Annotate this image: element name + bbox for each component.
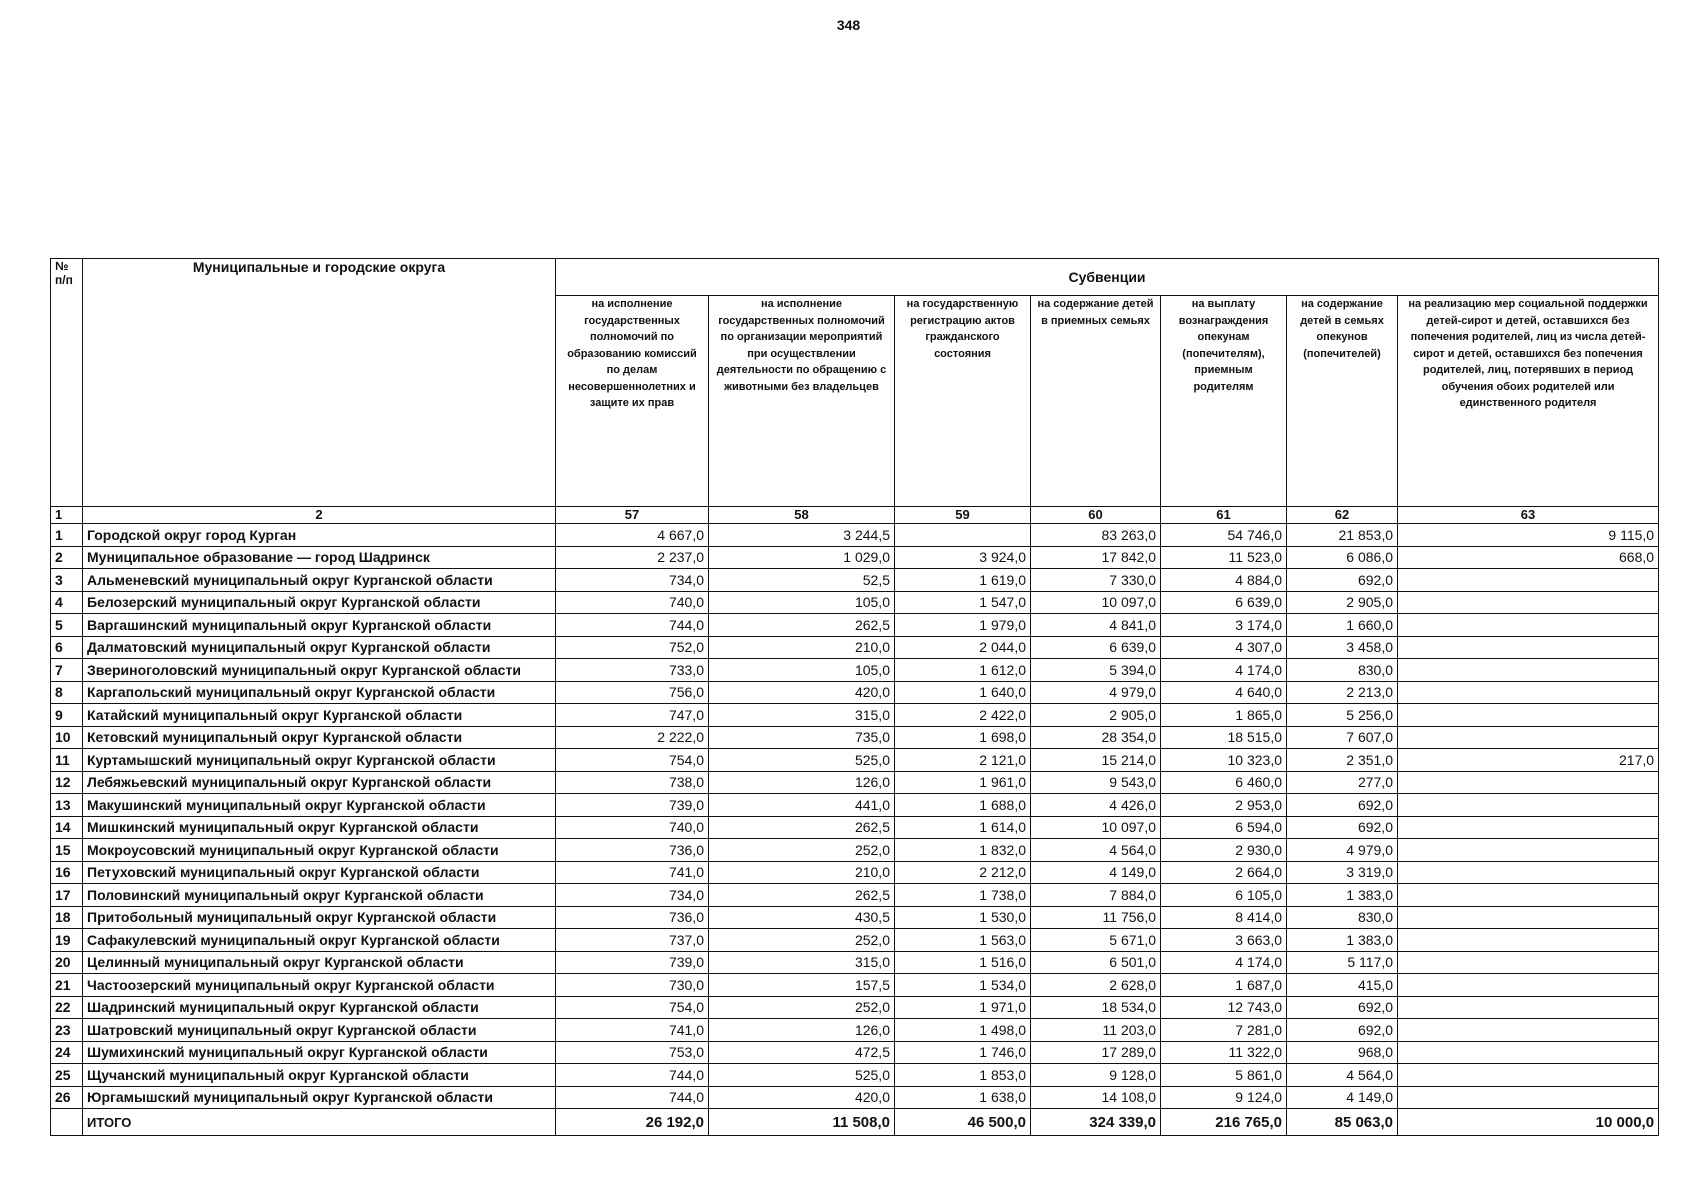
value-cell (1398, 816, 1659, 839)
table-row (51, 816, 1659, 839)
district-name: Кетовский муниципальный округ Курганской области (83, 726, 556, 749)
column-index: 1 (51, 507, 83, 524)
table-row (51, 929, 1659, 952)
value-cell: 9 543,0 (1031, 771, 1161, 794)
value-cell: 7 330,0 (1031, 569, 1161, 592)
value-cell: 4 564,0 (1031, 839, 1161, 862)
value-cell: 3 663,0 (1161, 929, 1287, 952)
total-value: 11 508,0 (709, 1109, 895, 1136)
value-cell: 753,0 (556, 1041, 709, 1064)
value-cell: 525,0 (709, 1064, 895, 1087)
column-index: 58 (709, 507, 895, 524)
value-cell: 5 117,0 (1287, 951, 1398, 974)
value-cell (1398, 1064, 1659, 1087)
subventions-table (50, 258, 1659, 1136)
value-cell: 18 515,0 (1161, 726, 1287, 749)
value-cell (1398, 839, 1659, 862)
value-cell: 252,0 (709, 839, 895, 862)
total-value: 216 765,0 (1161, 1109, 1287, 1136)
value-cell: 6 639,0 (1161, 591, 1287, 614)
value-cell: 4 307,0 (1161, 636, 1287, 659)
value-cell: 1 612,0 (895, 659, 1031, 682)
value-cell: 1 534,0 (895, 974, 1031, 997)
value-cell: 830,0 (1287, 906, 1398, 929)
table-row (51, 614, 1659, 637)
value-cell (1398, 569, 1659, 592)
row-number: 3 (51, 569, 83, 592)
value-cell: 1 832,0 (895, 839, 1031, 862)
value-cell: 105,0 (709, 591, 895, 614)
value-cell: 11 756,0 (1031, 906, 1161, 929)
table-body (51, 524, 1659, 1136)
value-cell: 2 664,0 (1161, 861, 1287, 884)
value-cell: 740,0 (556, 591, 709, 614)
header-col-57: на исполнение государственных полномочий по образованию комиссий по делам несовершеннолетних и защите их прав (556, 296, 709, 507)
district-name: Городской округ город Курган (83, 524, 556, 547)
value-cell: 3 458,0 (1287, 636, 1398, 659)
value-cell (1398, 906, 1659, 929)
value-cell: 472,5 (709, 1041, 895, 1064)
value-cell (1398, 1041, 1659, 1064)
value-cell (1398, 704, 1659, 727)
row-number: 5 (51, 614, 83, 637)
row-number: 22 (51, 996, 83, 1019)
value-cell (1398, 771, 1659, 794)
district-name: Мишкинский муниципальный округ Курганской области (83, 816, 556, 839)
value-cell: 15 214,0 (1031, 749, 1161, 772)
header-col-59: на государственную регистрацию актов гражданского состояния (895, 296, 1031, 507)
value-cell: 262,5 (709, 816, 895, 839)
value-cell: 4 979,0 (1287, 839, 1398, 862)
value-cell: 1 687,0 (1161, 974, 1287, 997)
table-row (51, 771, 1659, 794)
value-cell: 6 501,0 (1031, 951, 1161, 974)
value-cell: 420,0 (709, 681, 895, 704)
table-row (51, 951, 1659, 974)
row-number: 19 (51, 929, 83, 952)
table-row (51, 569, 1659, 592)
district-name: Щучанский муниципальный округ Курганской области (83, 1064, 556, 1087)
value-cell: 11 523,0 (1161, 546, 1287, 569)
value-cell: 315,0 (709, 951, 895, 974)
column-index: 2 (83, 507, 556, 524)
value-cell: 6 639,0 (1031, 636, 1161, 659)
value-cell: 1 865,0 (1161, 704, 1287, 727)
value-cell: 2 044,0 (895, 636, 1031, 659)
value-cell (1398, 794, 1659, 817)
value-cell: 740,0 (556, 816, 709, 839)
value-cell: 1 853,0 (895, 1064, 1031, 1087)
value-cell: 744,0 (556, 614, 709, 637)
header-col-58: на исполнение государственных полномочий по организации мероприятий при осуществлении деятельности по обращению с животными без владельцев (709, 296, 895, 507)
value-cell (1398, 614, 1659, 637)
value-cell: 1 383,0 (1287, 929, 1398, 952)
column-index: 62 (1287, 507, 1398, 524)
value-cell (1398, 659, 1659, 682)
row-number: 14 (51, 816, 83, 839)
value-cell: 692,0 (1287, 996, 1398, 1019)
value-cell: 11 203,0 (1031, 1019, 1161, 1042)
value-cell: 2 212,0 (895, 861, 1031, 884)
value-cell: 126,0 (709, 1019, 895, 1042)
column-index-row (51, 507, 1659, 524)
value-cell: 210,0 (709, 636, 895, 659)
total-value: 46 500,0 (895, 1109, 1031, 1136)
value-cell: 756,0 (556, 681, 709, 704)
row-number: 24 (51, 1041, 83, 1064)
value-cell: 11 322,0 (1161, 1041, 1287, 1064)
value-cell: 1 738,0 (895, 884, 1031, 907)
value-cell: 734,0 (556, 569, 709, 592)
total-value: 85 063,0 (1287, 1109, 1398, 1136)
value-cell: 17 289,0 (1031, 1041, 1161, 1064)
table-row (51, 884, 1659, 907)
value-cell: 737,0 (556, 929, 709, 952)
value-cell: 10 097,0 (1031, 591, 1161, 614)
row-number: 1 (51, 524, 83, 547)
value-cell: 52,5 (709, 569, 895, 592)
row-number: 26 (51, 1086, 83, 1109)
value-cell: 668,0 (1398, 546, 1659, 569)
row-number: 8 (51, 681, 83, 704)
value-cell: 315,0 (709, 704, 895, 727)
header-col-61: на выплату вознаграждения опекунам (попечителям), приемным родителям (1161, 296, 1287, 507)
value-cell: 1 640,0 (895, 681, 1031, 704)
district-name: Лебяжьевский муниципальный округ Курганской области (83, 771, 556, 794)
column-index: 63 (1398, 507, 1659, 524)
value-cell: 744,0 (556, 1064, 709, 1087)
value-cell (1398, 974, 1659, 997)
district-name: Далматовский муниципальный округ Курганской области (83, 636, 556, 659)
value-cell: 2 930,0 (1161, 839, 1287, 862)
value-cell: 741,0 (556, 1019, 709, 1042)
value-cell: 6 594,0 (1161, 816, 1287, 839)
value-cell: 7 884,0 (1031, 884, 1161, 907)
value-cell: 2 905,0 (1031, 704, 1161, 727)
district-name: Шумихинский муниципальный округ Курганской области (83, 1041, 556, 1064)
value-cell: 3 244,5 (709, 524, 895, 547)
value-cell: 17 842,0 (1031, 546, 1161, 569)
value-cell: 5 256,0 (1287, 704, 1398, 727)
value-cell: 126,0 (709, 771, 895, 794)
value-cell: 747,0 (556, 704, 709, 727)
value-cell: 252,0 (709, 929, 895, 952)
table-row (51, 996, 1659, 1019)
value-cell: 692,0 (1287, 1019, 1398, 1042)
value-cell: 420,0 (709, 1086, 895, 1109)
value-cell: 1 698,0 (895, 726, 1031, 749)
value-cell: 9 124,0 (1161, 1086, 1287, 1109)
value-cell: 14 108,0 (1031, 1086, 1161, 1109)
total-value: 26 192,0 (556, 1109, 709, 1136)
table-row (51, 974, 1659, 997)
value-cell: 968,0 (1287, 1041, 1398, 1064)
value-cell: 262,5 (709, 614, 895, 637)
value-cell: 4 841,0 (1031, 614, 1161, 637)
row-number: 23 (51, 1019, 83, 1042)
value-cell: 692,0 (1287, 794, 1398, 817)
row-number: 25 (51, 1064, 83, 1087)
value-cell: 525,0 (709, 749, 895, 772)
value-cell: 1 971,0 (895, 996, 1031, 1019)
district-name: Частоозерский муниципальный округ Курганской области (83, 974, 556, 997)
value-cell (1398, 636, 1659, 659)
value-cell: 1 498,0 (895, 1019, 1031, 1042)
value-cell: 754,0 (556, 749, 709, 772)
row-number: 11 (51, 749, 83, 772)
district-name: Шадринский муниципальный округ Курганской области (83, 996, 556, 1019)
value-cell: 734,0 (556, 884, 709, 907)
value-cell: 54 746,0 (1161, 524, 1287, 547)
value-cell: 1 619,0 (895, 569, 1031, 592)
table-row (51, 704, 1659, 727)
header-num: № п/п (51, 259, 83, 507)
value-cell: 4 640,0 (1161, 681, 1287, 704)
column-index: 59 (895, 507, 1031, 524)
row-number: 6 (51, 636, 83, 659)
value-cell: 2 213,0 (1287, 681, 1398, 704)
row-number: 15 (51, 839, 83, 862)
total-num-cell (51, 1109, 83, 1136)
district-name: Катайский муниципальный округ Курганской области (83, 704, 556, 727)
column-index: 57 (556, 507, 709, 524)
value-cell: 3 319,0 (1287, 861, 1398, 884)
table-row (51, 591, 1659, 614)
district-name: Муниципальное образование — город Шадринск (83, 546, 556, 569)
district-name: Целинный муниципальный округ Курганской области (83, 951, 556, 974)
value-cell: 1 746,0 (895, 1041, 1031, 1064)
value-cell: 7 607,0 (1287, 726, 1398, 749)
value-cell: 4 884,0 (1161, 569, 1287, 592)
value-cell: 9 128,0 (1031, 1064, 1161, 1087)
district-name: Половинский муниципальный округ Курганской области (83, 884, 556, 907)
table-row (51, 636, 1659, 659)
value-cell: 1 961,0 (895, 771, 1031, 794)
value-cell: 735,0 (709, 726, 895, 749)
value-cell: 3 174,0 (1161, 614, 1287, 637)
header-col-60: на содержание детей в приемных семьях (1031, 296, 1161, 507)
row-number: 4 (51, 591, 83, 614)
value-cell: 1 614,0 (895, 816, 1031, 839)
value-cell (1398, 996, 1659, 1019)
value-cell (1398, 951, 1659, 974)
value-cell (1398, 1019, 1659, 1042)
value-cell: 736,0 (556, 839, 709, 862)
value-cell: 2 351,0 (1287, 749, 1398, 772)
table-row (51, 861, 1659, 884)
value-cell: 738,0 (556, 771, 709, 794)
district-name: Варгашинский муниципальный округ Курганской области (83, 614, 556, 637)
value-cell (1398, 861, 1659, 884)
table-row (51, 906, 1659, 929)
value-cell: 5 861,0 (1161, 1064, 1287, 1087)
district-name: Юргамышский муниципальный округ Курганской области (83, 1086, 556, 1109)
value-cell: 2 953,0 (1161, 794, 1287, 817)
row-number: 10 (51, 726, 83, 749)
row-number: 12 (51, 771, 83, 794)
value-cell: 252,0 (709, 996, 895, 1019)
value-cell (1398, 681, 1659, 704)
value-cell: 5 671,0 (1031, 929, 1161, 952)
table-row (51, 1064, 1659, 1087)
value-cell: 4 979,0 (1031, 681, 1161, 704)
value-cell: 441,0 (709, 794, 895, 817)
value-cell: 18 534,0 (1031, 996, 1161, 1019)
value-cell: 1 530,0 (895, 906, 1031, 929)
page-number: 348 (836, 17, 861, 33)
value-cell: 9 115,0 (1398, 524, 1659, 547)
value-cell: 2 628,0 (1031, 974, 1161, 997)
value-cell: 262,5 (709, 884, 895, 907)
table-row (51, 839, 1659, 862)
column-index: 61 (1161, 507, 1287, 524)
row-number: 16 (51, 861, 83, 884)
value-cell: 277,0 (1287, 771, 1398, 794)
value-cell: 736,0 (556, 906, 709, 929)
value-cell: 210,0 (709, 861, 895, 884)
value-cell: 12 743,0 (1161, 996, 1287, 1019)
header-group: Субвенции (556, 259, 1659, 296)
total-value: 10 000,0 (1398, 1109, 1659, 1136)
table-row (51, 546, 1659, 569)
value-cell: 1 547,0 (895, 591, 1031, 614)
value-cell: 1 029,0 (709, 546, 895, 569)
district-name: Куртамышский муниципальный округ Курганской области (83, 749, 556, 772)
value-cell: 1 979,0 (895, 614, 1031, 637)
district-name: Звериноголовский муниципальный округ Курганской области (83, 659, 556, 682)
value-cell: 739,0 (556, 951, 709, 974)
value-cell: 6 086,0 (1287, 546, 1398, 569)
table-row (51, 681, 1659, 704)
district-name: Макушинский муниципальный округ Курганской области (83, 794, 556, 817)
value-cell: 8 414,0 (1161, 906, 1287, 929)
value-cell: 1 516,0 (895, 951, 1031, 974)
value-cell (895, 524, 1031, 547)
table-row (51, 794, 1659, 817)
header-col-63: на реализацию мер социальной поддержки детей-сирот и детей, оставшихся без попечения родителей, лиц из числа детей-сирот и детей, оставшихся без попечения родителей, лиц, потерявших в период обучения обоих родителей или единственного родителя (1398, 296, 1659, 507)
value-cell: 5 394,0 (1031, 659, 1161, 682)
value-cell: 2 237,0 (556, 546, 709, 569)
row-number: 21 (51, 974, 83, 997)
row-number: 17 (51, 884, 83, 907)
table-row (51, 749, 1659, 772)
value-cell: 830,0 (1287, 659, 1398, 682)
value-cell: 6 105,0 (1161, 884, 1287, 907)
value-cell: 739,0 (556, 794, 709, 817)
value-cell: 4 149,0 (1287, 1086, 1398, 1109)
value-cell: 2 905,0 (1287, 591, 1398, 614)
header-name: Муниципальные и городские округа (83, 259, 556, 507)
value-cell (1398, 884, 1659, 907)
row-number: 9 (51, 704, 83, 727)
value-cell: 1 688,0 (895, 794, 1031, 817)
value-cell: 105,0 (709, 659, 895, 682)
value-cell: 10 323,0 (1161, 749, 1287, 772)
value-cell: 754,0 (556, 996, 709, 1019)
value-cell: 6 460,0 (1161, 771, 1287, 794)
row-number: 2 (51, 546, 83, 569)
value-cell: 4 149,0 (1031, 861, 1161, 884)
value-cell: 752,0 (556, 636, 709, 659)
value-cell: 2 121,0 (895, 749, 1031, 772)
value-cell: 21 853,0 (1287, 524, 1398, 547)
value-cell: 430,5 (709, 906, 895, 929)
row-number: 13 (51, 794, 83, 817)
value-cell: 83 263,0 (1031, 524, 1161, 547)
value-cell (1398, 1086, 1659, 1109)
value-cell: 2 422,0 (895, 704, 1031, 727)
table-row (51, 1041, 1659, 1064)
table-row (51, 1086, 1659, 1109)
table-row (51, 524, 1659, 547)
value-cell: 217,0 (1398, 749, 1659, 772)
table-row (51, 1019, 1659, 1042)
district-name: Петуховский муниципальный округ Курганской области (83, 861, 556, 884)
value-cell: 733,0 (556, 659, 709, 682)
value-cell: 1 383,0 (1287, 884, 1398, 907)
row-number: 20 (51, 951, 83, 974)
value-cell: 730,0 (556, 974, 709, 997)
value-cell: 7 281,0 (1161, 1019, 1287, 1042)
total-value: 324 339,0 (1031, 1109, 1161, 1136)
district-name: Сафакулевский муниципальный округ Курганской области (83, 929, 556, 952)
row-number: 18 (51, 906, 83, 929)
header-col-62: на содержание детей в семьях опекунов (попечителей) (1287, 296, 1398, 507)
value-cell: 4 564,0 (1287, 1064, 1398, 1087)
table-row (51, 659, 1659, 682)
value-cell: 2 222,0 (556, 726, 709, 749)
district-name: Каргапольский муниципальный округ Курганской области (83, 681, 556, 704)
value-cell (1398, 929, 1659, 952)
total-label: ИТОГО (83, 1109, 556, 1136)
column-index: 60 (1031, 507, 1161, 524)
table-row (51, 726, 1659, 749)
value-cell: 4 667,0 (556, 524, 709, 547)
district-name: Притобольный муниципальный округ Курганской области (83, 906, 556, 929)
value-cell: 744,0 (556, 1086, 709, 1109)
value-cell: 1 638,0 (895, 1086, 1031, 1109)
district-name: Белозерский муниципальный округ Курганской области (83, 591, 556, 614)
district-name: Альменевский муниципальный округ Курганской области (83, 569, 556, 592)
row-number: 7 (51, 659, 83, 682)
district-name: Шатровский муниципальный округ Курганской области (83, 1019, 556, 1042)
value-cell: 692,0 (1287, 816, 1398, 839)
value-cell: 10 097,0 (1031, 816, 1161, 839)
value-cell (1398, 591, 1659, 614)
value-cell: 1 660,0 (1287, 614, 1398, 637)
district-name: Мокроусовский муниципальный округ Курганской области (83, 839, 556, 862)
value-cell: 4 174,0 (1161, 659, 1287, 682)
value-cell: 741,0 (556, 861, 709, 884)
value-cell (1398, 726, 1659, 749)
value-cell: 3 924,0 (895, 546, 1031, 569)
value-cell: 4 426,0 (1031, 794, 1161, 817)
value-cell: 28 354,0 (1031, 726, 1161, 749)
value-cell: 157,5 (709, 974, 895, 997)
value-cell: 4 174,0 (1161, 951, 1287, 974)
value-cell: 415,0 (1287, 974, 1398, 997)
value-cell: 1 563,0 (895, 929, 1031, 952)
value-cell: 692,0 (1287, 569, 1398, 592)
total-row (51, 1109, 1659, 1136)
